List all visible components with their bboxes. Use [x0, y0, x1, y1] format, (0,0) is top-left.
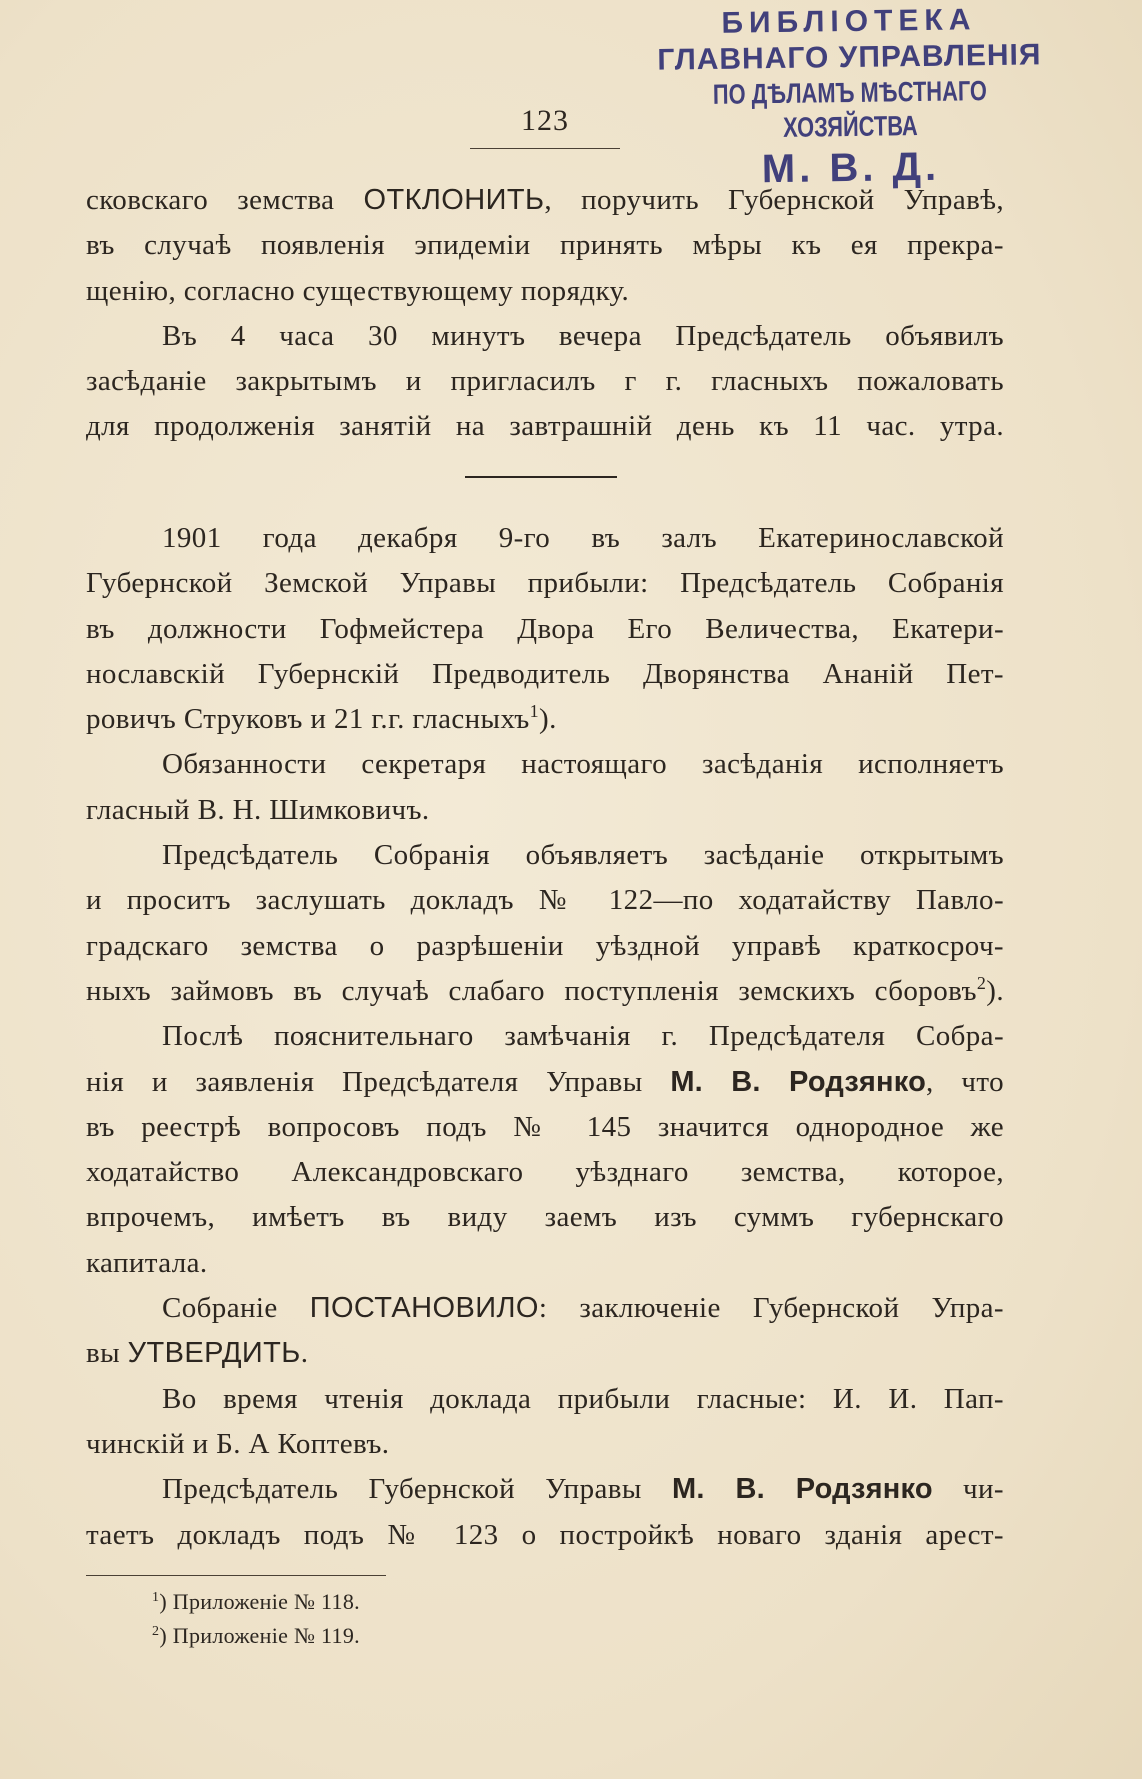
footnote: $^1$) Приложеніе № 118. — [152, 1589, 360, 1614]
text-line: для продолженія занятій на завтрашній день къ 11 час. утра. — [86, 410, 1004, 443]
stamp-line: БИБЛIОТЕКА — [721, 3, 977, 40]
text-line: гласный В. Н. Шимковичъ. — [86, 793, 430, 826]
page-number-rule — [470, 148, 620, 149]
emphasis-text: ПОСТАНОВИЛО — [309, 1292, 539, 1325]
text-line: Во время чтенія доклада прибыли гласные: И. И. Пап- — [162, 1382, 1004, 1415]
text-line: впрочемъ, имѣетъ въ виду заемъ изъ суммъ губернскаго — [86, 1201, 1004, 1234]
text-line: въ реестрѣ вопросовъ подъ № 145 значится однородное же — [86, 1110, 1004, 1143]
emphasis-text: ОТКЛОНИТЬ — [363, 184, 545, 216]
text-line: Послѣ пояснительнаго замѣчанія г. Предсѣдателя Собра- — [162, 1020, 1004, 1053]
text-line: таетъ докладъ подъ № 123 о постройкѣ новаго зданія арест- — [86, 1518, 1004, 1551]
footnote: $^2$) Приложеніе № 119. — [152, 1623, 360, 1648]
text-line: Собраніе ПОСТАНОВИЛО: заключеніе Губернской Упра- — [162, 1292, 1004, 1325]
text-line: 1901 года декабря 9-го въ залъ Екатеринославской — [162, 522, 1004, 554]
footnotes — [152, 1585, 360, 1653]
text-line: ровичъ Струковъ и 21 г.г. гласныхъ$^1$). — [86, 701, 557, 736]
stamp-line: М. В. Д. — [761, 144, 941, 192]
name-emphasis: М. В. Родзянко — [672, 1473, 933, 1506]
text-block-1 — [86, 178, 1004, 450]
text-line: градскаго земства о разрѣшеніи уѣздной управѣ краткосроч- — [86, 929, 1004, 962]
text-block-2 — [86, 516, 1004, 1558]
text-line: щенію, согласно существующему порядку. — [86, 274, 630, 307]
text-line: Предсѣдатель Губернской Управы М. В. Родзянко чи- — [162, 1473, 1004, 1506]
section-divider — [465, 476, 617, 478]
stamp-line: ГЛАВНАГО УПРАВЛЕНIЯ — [657, 38, 1042, 77]
stamp-line: ПО ДѢЛАМЪ МѢСТНАГО ХОЗЯЙСТВА — [712, 75, 988, 143]
text-line: Губернской Земской Управы прибыли: Предсѣдатель Собранія — [86, 567, 1004, 600]
text-line: въ должности Гофмейстера Двора Его Величества, Екатери- — [86, 612, 1004, 645]
footnote-ref: 2 — [976, 972, 987, 993]
text-line: сковскаго земства ОТКЛОНИТЬ, поручить Губернской Управѣ, — [86, 184, 1004, 216]
text-line: вы УТВЕРДИТЬ. — [86, 1337, 309, 1370]
footnote-rule — [86, 1575, 386, 1576]
text-line: чинскій и Б. А Коптевъ. — [86, 1427, 390, 1460]
text-line: въ случаѣ появленія эпидеміи принять мѣры къ ея прекра- — [86, 229, 1004, 262]
text-line: Предсѣдатель Собранія объявляетъ засѣданіе открытымъ — [162, 839, 1004, 872]
text-line: нія и заявленія Предсѣдателя Управы М. В. Родзянко, что — [86, 1065, 1004, 1098]
text-line: ходатайство Александровскаго уѣзднаго земства, которое, — [86, 1156, 1004, 1189]
text-line: засѣданіе закрытымъ и пригласилъ г г. гласныхъ пожаловать — [86, 365, 1004, 398]
text-line: ныхъ займовъ въ случаѣ слабаго поступленія земскихъ сборовъ$^2$). — [86, 972, 1004, 1007]
emphasis-text: УТВЕРДИТЬ — [127, 1337, 301, 1370]
footnote-ref: 1 — [529, 701, 540, 722]
name-emphasis: М. В. Родзянко — [670, 1065, 927, 1098]
text-line: Въ 4 часа 30 минутъ вечера Предсѣдатель объявилъ — [162, 319, 1004, 352]
text-line: нославскій Губернскій Предводитель Дворянства Ананій Пет- — [86, 657, 1004, 690]
text-line: и проситъ заслушать докладъ № 122—по ходатайству Павло- — [86, 884, 1004, 917]
text-line: капитала. — [86, 1246, 208, 1279]
library-stamp — [649, 1, 1052, 195]
page-number: 123 — [521, 104, 569, 137]
text-line: Обязанности секретаря настоящаго засѣданія исполняетъ — [162, 748, 1004, 781]
